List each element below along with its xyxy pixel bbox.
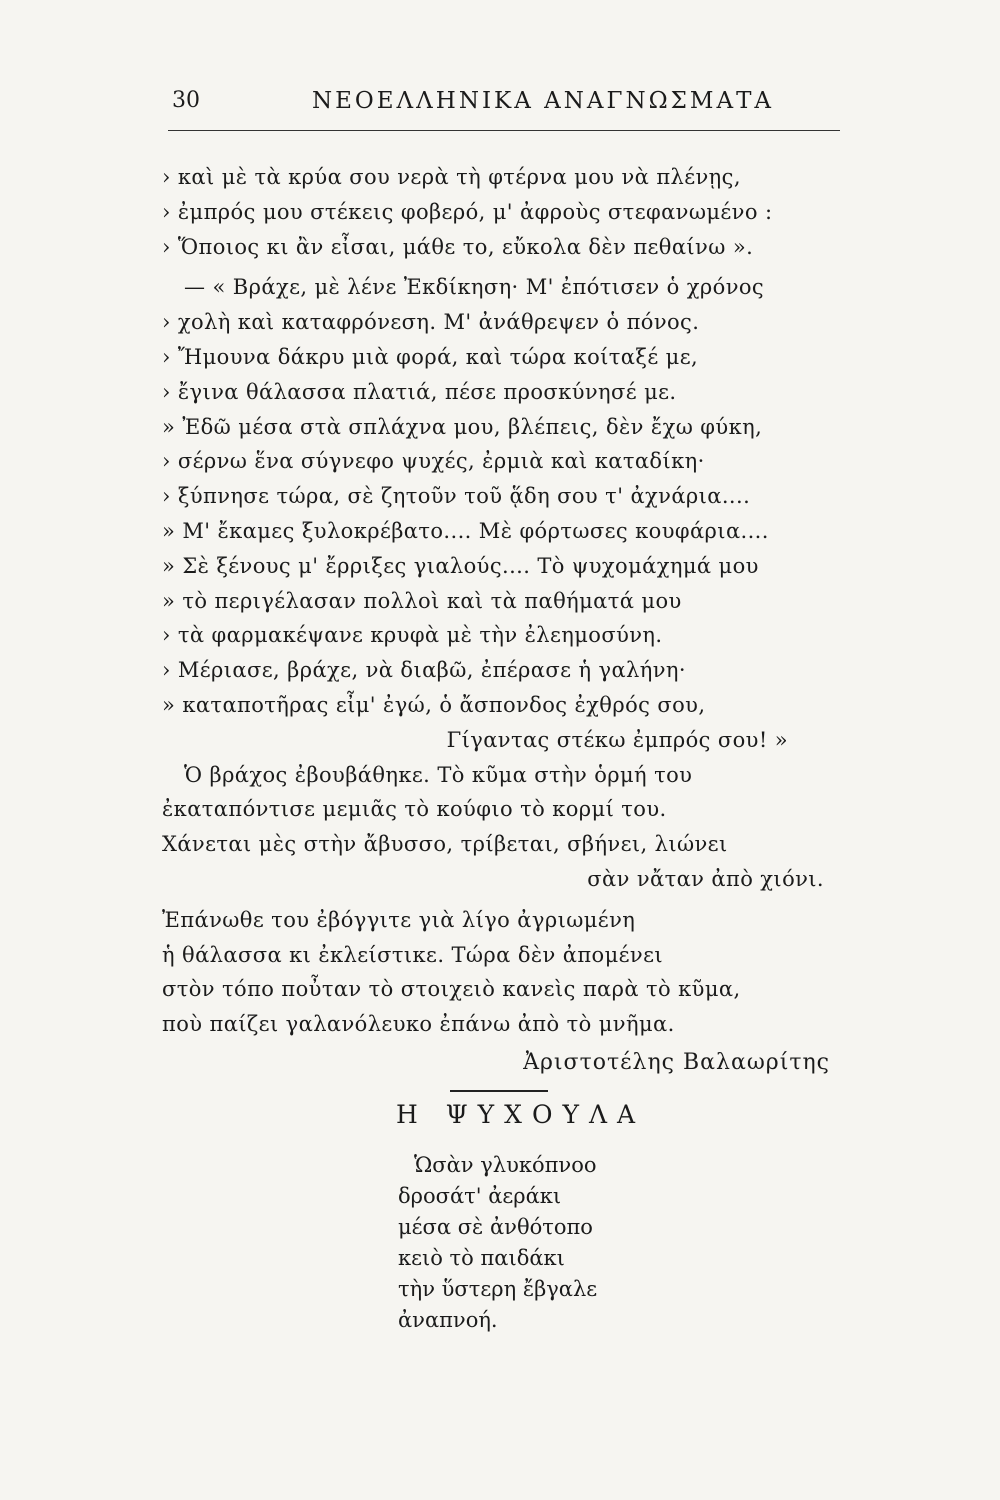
header-rule xyxy=(168,130,840,131)
poem-line: › χολὴ καὶ καταφρόνεση. Μ' ἀνάθρεψεν ὁ πόνος. xyxy=(162,310,700,335)
poem-line: ποὺ παίζει γαλανόλευκο ἐπάνω ἀπὸ τὸ μνῆμα. xyxy=(162,1012,675,1037)
poem-line: › καὶ μὲ τὰ κρύα σου νερὰ τὴ φτέρνα μου νὰ πλένῃς, xyxy=(162,165,741,189)
poem-line: › τὰ φαρμακέψανε κρυφὰ μὲ τὴν ἐλεημοσύνη. xyxy=(162,623,663,648)
poem-line: › σέρνω ἕνα σύγνεφο ψυχές, ἐρμιὰ καὶ καταδίκη· xyxy=(162,449,705,474)
poem-line: › ξύπνησε τώρα, σὲ ζητοῦν τοῦ ᾅδη σου τ' ἀχνάρια.... xyxy=(162,484,751,509)
running-title: ΝΕΟΕΛΛΗΝΙΚΑ ΑΝΑΓΝΩΣΜΑΤΑ xyxy=(312,88,775,114)
poem-line: Ἐπάνωθε του ἐβόγγιτε γιὰ λίγο ἀγριωμένη xyxy=(162,907,636,932)
poem-line: Χάνεται μὲς στὴν ἄβυσσο, τρίβεται, σβήνει, λιώνει xyxy=(162,832,728,857)
page-number: 30 xyxy=(172,88,200,113)
page-header xyxy=(172,88,840,120)
poem-line: ἐκαταπόντισε μεμιᾶς τὸ κούφιο τὸ κορμί του. xyxy=(162,797,667,822)
poem-line: στὸν τόπο ποὖταν τὸ στοιχειὸ κανεὶς παρὰ τὸ κῦμα, xyxy=(162,977,741,1002)
poem-line: » καταποτῆρας εἶμ' ἐγώ, ὁ ἄσπονδος ἐχθρός σου, xyxy=(162,692,706,717)
short-poem xyxy=(398,1150,698,1336)
poem-line: Ὡσὰν γλυκόπνοο xyxy=(414,1153,597,1177)
poem-line: Ὁ βράχος ἐβουβάθηκε. Τὸ κῦμα στὴν ὁρμή του xyxy=(184,762,693,787)
poem-line: » Μ' ἔκαμες ξυλοκρέβατο.... Μὲ φόρτωσες κουφάρια.... xyxy=(162,518,769,543)
poem-line: › Ἤμουνα δάκρυ μιὰ φορά, καὶ τώρα κοίταξέ με, xyxy=(162,344,699,369)
poem-line: › ἔγινα θάλασσα πλατιά, πέσε προσκύνησέ με. xyxy=(162,379,677,404)
poem-line: » Ἐδῶ μέσα στὰ σπλάχνα μου, βλέπεις, δὲν ἔχω φύκη, xyxy=(162,414,763,439)
poem-line: › ἐμπρός μου στέκεις φοβερό, μ' ἀφροὺς στεφανωμένο : xyxy=(162,199,773,224)
poem-line: τὴν ὕστερη ἔβγαλε xyxy=(398,1277,598,1301)
poem-line: ἀναπνοή. xyxy=(398,1308,498,1332)
poem-body xyxy=(162,160,852,1042)
poem-line: » τὸ περιγέλασαν πολλοὶ καὶ τὰ παθήματά μου xyxy=(162,588,682,613)
poem-line: — « Βράχε, μὲ λένε Ἐκδίκηση· Μ' ἐπότισεν ὁ χρόνος xyxy=(184,275,765,300)
poem-line: σὰν νἄταν ἀπὸ χιόνι. xyxy=(587,866,824,891)
poem-line: μέσα σὲ ἀνθότοπο xyxy=(398,1215,593,1239)
poem-line: δροσάτ' ἀεράκι xyxy=(398,1184,562,1208)
author-signature: Ἀριστοτέλης Βαλαωρίτης xyxy=(523,1050,830,1075)
poem-line: ἡ θάλασσα κι ἐκλείστικε. Τώρα δὲν ἀπομένει xyxy=(162,942,664,967)
poem-line: κειὸ τὸ παιδάκι xyxy=(398,1246,565,1270)
poem-line: » Σὲ ξένους μ' ἔρριξες γιαλούς.... Τὸ ψυχομάχημά μου xyxy=(162,553,759,578)
poem-line: Γίγαντας στέκω ἐμπρός σου! » xyxy=(446,727,788,752)
section-title: Η ΨΥΧΟΥΛΑ xyxy=(396,1100,646,1129)
poem-line: › Μέριασε, βράχε, νὰ διαβῶ, ἐπέρασε ἡ γαλήνη· xyxy=(162,658,686,683)
poem-line: › Ὅποιος κι ἂν εἶσαι, μάθε το, εὔκολα δὲν πεθαίνω ». xyxy=(162,234,754,259)
section-divider xyxy=(450,1090,548,1092)
